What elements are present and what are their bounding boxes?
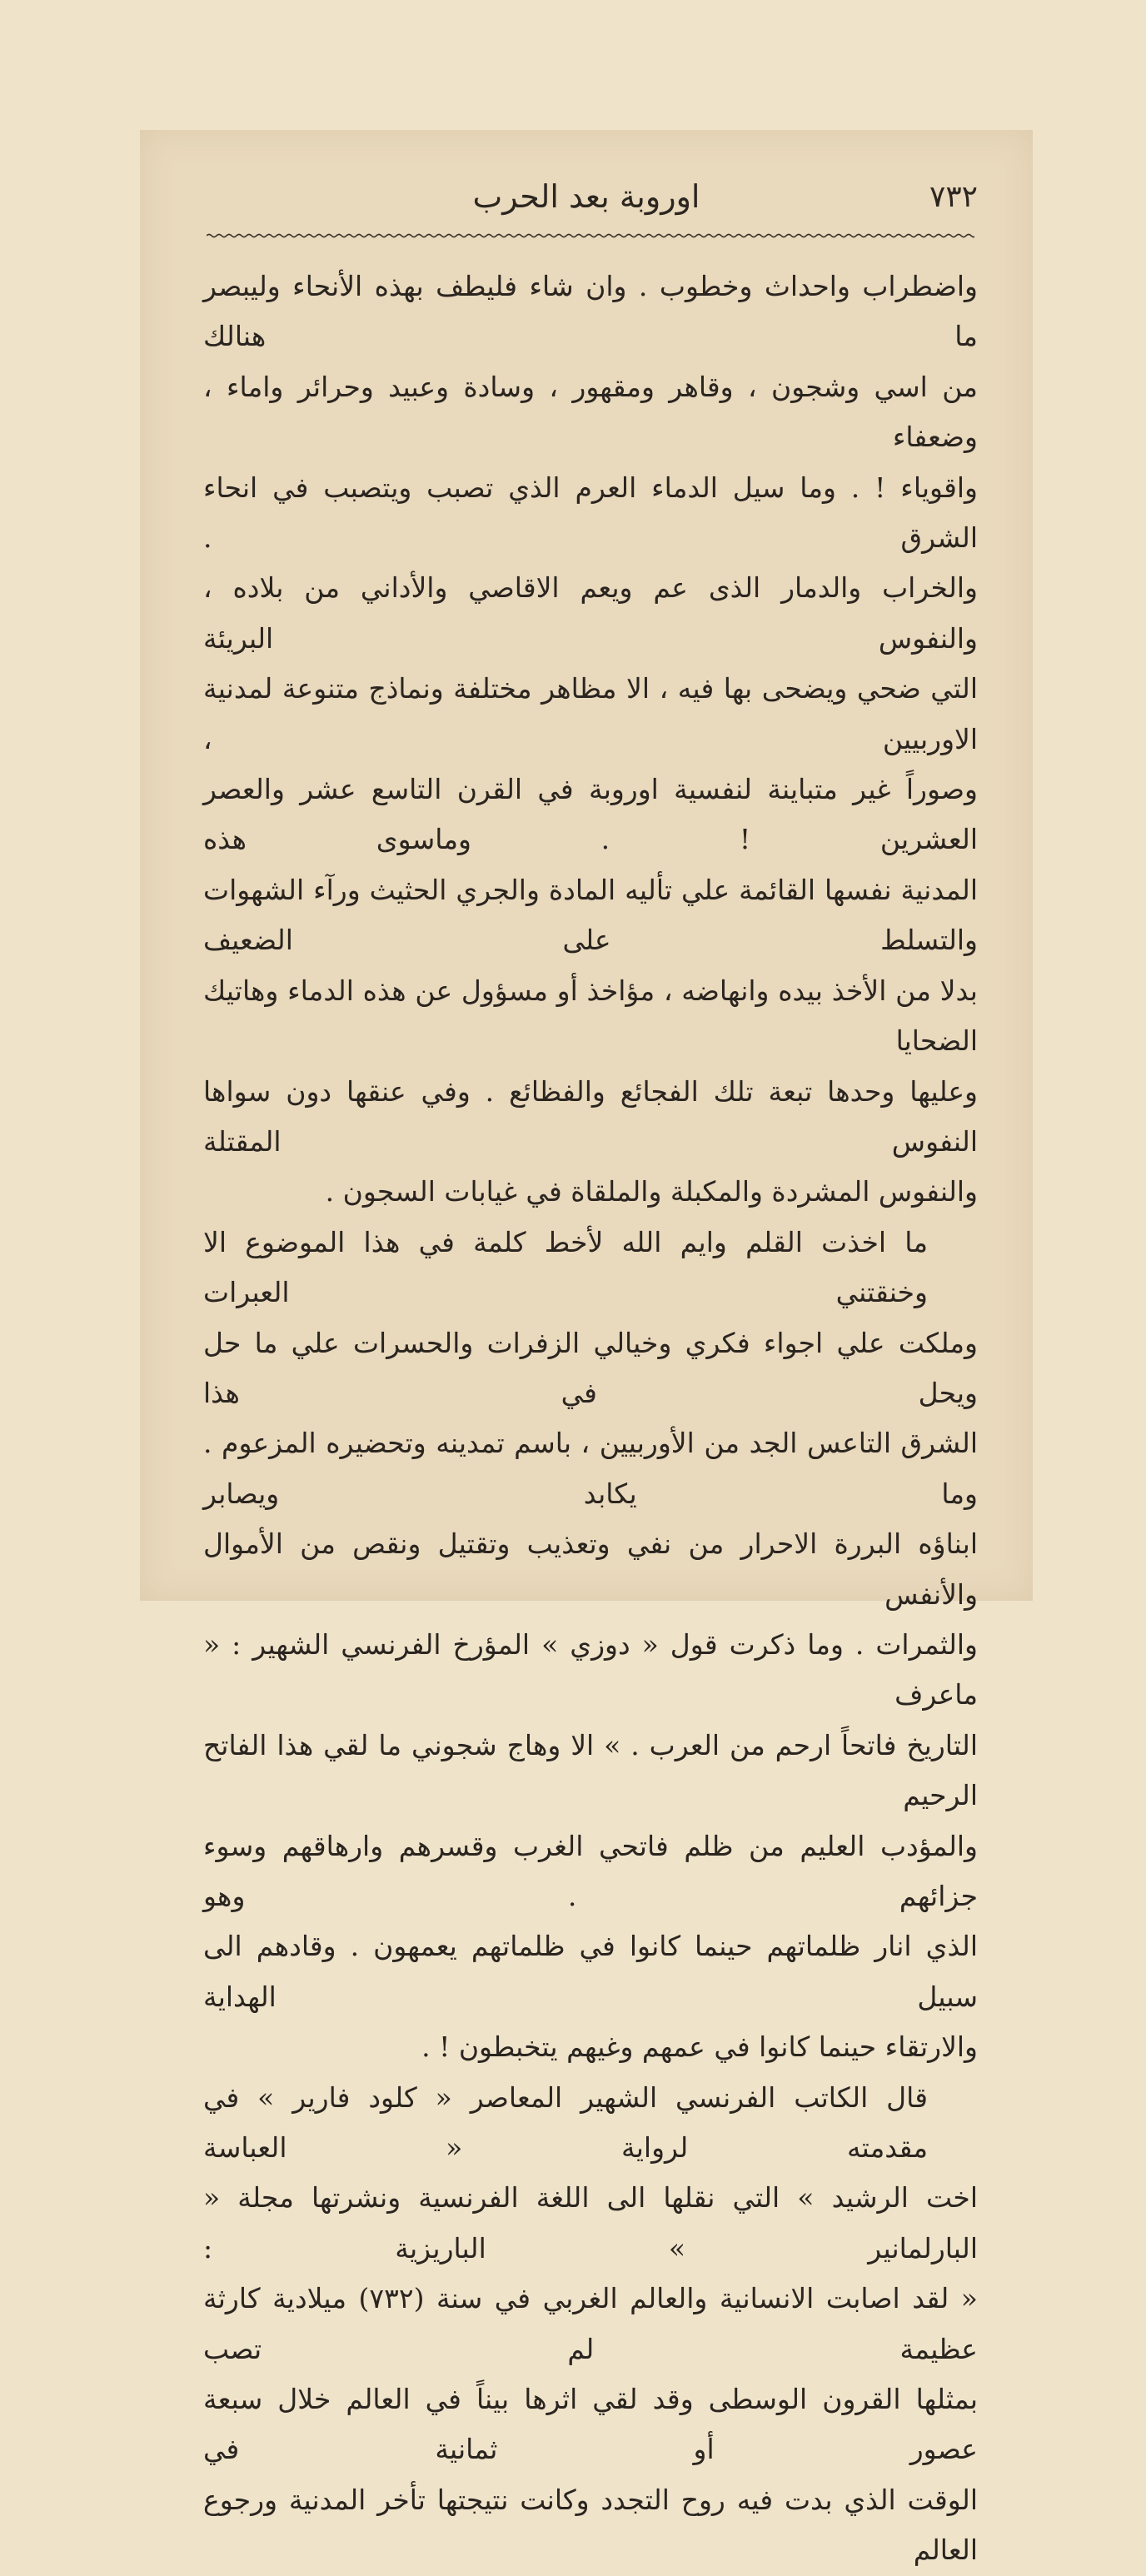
text-line: الذي انار ظلماتهم حينما كانوا في ظلماتهم يعمهون . وقادهم الى سبيل الهداية bbox=[203, 1930, 978, 2013]
text-line: التي ضحي ويضحى بها فيه ، الا مظاهر مختلفة ونماذج متنوعة لمدنية الاوربيين ، bbox=[203, 672, 978, 755]
body-text bbox=[203, 262, 978, 2576]
text-line: وملكت علي اجواء فكري وخيالي الزفرات والحسرات علي ما حل ويحل في هذا bbox=[203, 1326, 978, 1409]
page-number: ٧٣٢ bbox=[929, 180, 978, 214]
text-line: واضطراب واحداث وخطوب . وان شاء فليطف بهذه الأنحاء وليبصر ما هنالك bbox=[203, 270, 978, 353]
text-line: قال الكاتب الفرنسي الشهير المعاصر « كلود فارير » في مقدمته لرواية « العباسة bbox=[203, 2080, 928, 2165]
text-line: ابناؤه البررة الاحرار من نفي وتعذيب وتقتيل ونقص من الأموال والأنفس bbox=[203, 1527, 978, 1611]
text-line: بدلا من الأخذ بيده وانهاضه ، مؤاخذ أو مسؤول عن هذه الدماء وهاتيك الضحايا bbox=[203, 974, 978, 1058]
text-line: المدنية نفسها القائمة علي تأليه المادة والجري الحثيث ورآء الشهوات والتسلط على الضعيف bbox=[203, 873, 978, 957]
page-header bbox=[140, 178, 1033, 228]
running-title: اوروبة بعد الحرب bbox=[472, 178, 700, 215]
book-page bbox=[140, 130, 1033, 2567]
text-line: والثمرات . وما ذكرت قول « دوزي » المؤرخ الفرنسي الشهير : « ماعرف bbox=[203, 1627, 978, 1712]
text-line: الوقت الذي بدت فيه روح التجدد وكانت نتيجتها تأخر المدنية ورجوع العالم bbox=[203, 2483, 978, 2567]
text-line: وصوراً غير متباينة لنفسية اوروبة في القرن التاسع عشر والعصر العشرين ! . وماسوى هذه bbox=[203, 773, 978, 856]
text-line: ما اخذت القلم وايم الله لأخط كلمة في هذا الموضوع الا وخنقتني العبرات bbox=[203, 1225, 928, 1309]
text-line: الشرق التاعس الجد من الأوربيين ، باسم تمدينه وتحضيره المزعوم . وما يكابد ويصابر bbox=[203, 1427, 978, 1510]
text-line: والارتقاء حينما كانوا في عمهم وغيهم يتخبطون ! . bbox=[421, 2030, 978, 2064]
text-line: والخراب والدمار الذى عم ويعم الاقاصي والأداني من بلاده ، والنفوس البريئة bbox=[203, 571, 978, 655]
text-line: والنفوس المشردة والمكبلة والملقاة في غيابات السجون . bbox=[325, 1175, 978, 1208]
text-line: وعليها وحدها تبعة تلك الفجائع والفظائع . وفي عنقها دون سواها النفوس المقتلة bbox=[203, 1074, 978, 1158]
text-line: اخت الرشيد » التي نقلها الى اللغة الفرنسية ونشرتها مجلة « البارلمانير » الباريزية : bbox=[203, 2181, 978, 2265]
text-line: « لقد اصابت الانسانية والعالم الغربي في سنة (٧٣٢) ميلادية كارثة عظيمة لم تصب bbox=[203, 2282, 978, 2365]
text-line: من اسي وشجون ، وقاهر ومقهور ، وسادة وعبيد وحرائر واماء ، وضعفاء bbox=[203, 370, 978, 454]
text-line: التاريخ فاتحاً ارحم من العرب . » الا وهاج شجوني ما لقي هذا الفاتح الرحيم bbox=[203, 1728, 978, 1812]
text-line: واقوياء ! . وما سيل الدماء العرم الذي تصبب ويتصبب في انحاء الشرق . bbox=[203, 471, 978, 555]
text-line: بمثلها القرون الوسطى وقد لقي اثرها بيناً في العالم خلال سبعة عصور أو ثمانية في bbox=[203, 2383, 978, 2466]
text-line: والمؤدب العليم من ظلم فاتحي الغرب وقسرهم وارهاقهم وسوء جزائهم . وهو bbox=[203, 1829, 978, 1912]
wavy-divider bbox=[207, 230, 974, 242]
